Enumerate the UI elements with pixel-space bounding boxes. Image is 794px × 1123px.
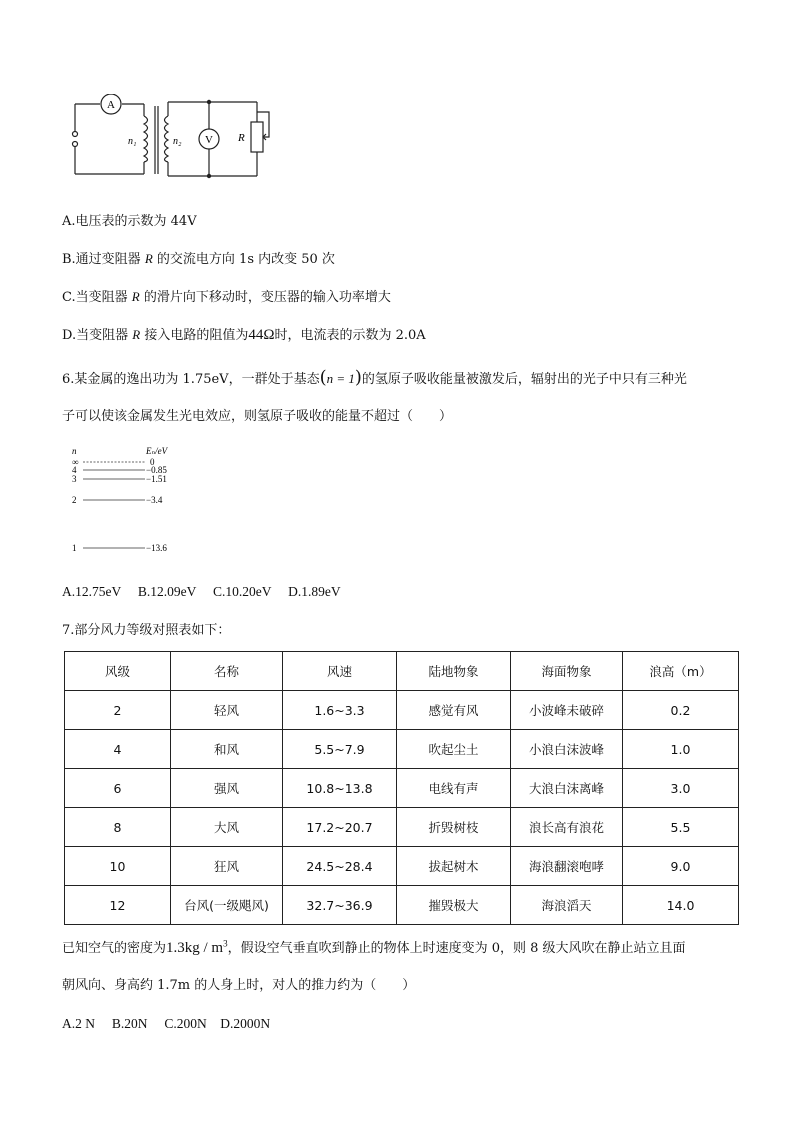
question-6-text-post: 的氢原子吸收能量被激发后，辐射出的光子中只有三种光 — [361, 372, 687, 387]
table-cell: 17.2~20.7 — [283, 808, 397, 847]
table-cell: 12 — [65, 886, 171, 925]
question-7-intro — [62, 619, 230, 638]
table-cell: 大风 — [171, 808, 283, 847]
table-row — [65, 847, 739, 886]
option-b-variable: R — [144, 251, 153, 266]
energy-level-diagram — [68, 440, 188, 560]
table-cell: 小波峰未破碎 — [511, 691, 623, 730]
table-cell: 小浪白沫波峰 — [511, 730, 623, 769]
question-7-intro-text: 7.部分风力等级对照表如下： — [62, 623, 231, 638]
table-row — [65, 691, 739, 730]
option-c-text-post: 的滑片向下移动时，变压器的输入功率增大 — [139, 290, 391, 305]
table-cell: 5.5 — [623, 808, 739, 847]
level-n-2: 2 — [72, 495, 77, 505]
option-d-variable: R — [132, 327, 141, 342]
table-row — [65, 769, 739, 808]
table-cell: 1.0 — [623, 730, 739, 769]
option-b-text-pre: B.通过变阻器 — [62, 252, 145, 267]
question-6-text-pre: 6.某金属的逸出功为 1.75eV，一群处于基态 — [62, 372, 320, 387]
table-cell: 2 — [65, 691, 171, 730]
table-row — [65, 808, 739, 847]
option-b-text-post: 的交流电方向 1s 内改变 50 次 — [152, 252, 335, 267]
table-header-cell: 陆地物象 — [397, 652, 511, 691]
air-density-value: 1.3kg / m — [166, 940, 224, 956]
level-n-inf: ∞ — [72, 457, 79, 467]
table-header-cell: 浪高（m） — [623, 652, 739, 691]
question-6-ground-state: n = 1 — [326, 371, 355, 386]
table-cell: 6 — [65, 769, 171, 808]
table-cell: 0.2 — [623, 691, 739, 730]
table-cell: 大浪白沫离峰 — [511, 769, 623, 808]
table-cell: 海浪滔天 — [511, 886, 623, 925]
option-c-line — [62, 286, 391, 305]
table-cell: 32.7~36.9 — [283, 886, 397, 925]
level-n-4: 4 — [72, 465, 77, 475]
secondary-turns-label: n₂ — [173, 136, 182, 147]
table-header-cell: 海面物象 — [511, 652, 623, 691]
level-e-3: −1.51 — [146, 474, 167, 484]
table-cell: 和风 — [171, 730, 283, 769]
ammeter-label: A — [107, 99, 115, 111]
table-cell: 14.0 — [623, 886, 739, 925]
table-cell: 1.6~3.3 — [283, 691, 397, 730]
question-6-text-line-2: 子可以使该金属发生光电效应，则氢原子吸收的能量不超过（ ） — [62, 409, 453, 424]
table-cell: 轻风 — [171, 691, 283, 730]
table-header-row — [65, 652, 739, 691]
wind-scale-table — [64, 651, 739, 925]
table-cell: 8 — [65, 808, 171, 847]
table-cell: 24.5~28.4 — [283, 847, 397, 886]
energy-header-e: Eₙ/eV — [146, 446, 168, 456]
level-e-2: −3.4 — [146, 495, 163, 505]
table-cell: 3.0 — [623, 769, 739, 808]
table-row — [65, 730, 739, 769]
table-cell: 4 — [65, 730, 171, 769]
table-cell: 摧毁极大 — [397, 886, 511, 925]
level-n-3: 3 — [72, 474, 77, 484]
energy-header-n: n — [72, 446, 77, 456]
table-cell: 拔起树木 — [397, 847, 511, 886]
option-d-line — [62, 324, 426, 344]
table-cell: 折毁树枝 — [397, 808, 511, 847]
option-c-variable: R — [131, 289, 140, 304]
option-a-line — [62, 210, 197, 229]
voltmeter-label: V — [205, 134, 213, 146]
table-cell: 5.5~7.9 — [283, 730, 397, 769]
table-cell: 强风 — [171, 769, 283, 808]
level-n-1: 1 — [72, 543, 77, 553]
table-cell: 感觉有风 — [397, 691, 511, 730]
primary-turns-label: n₁ — [128, 136, 137, 147]
resistor-label: R — [238, 132, 245, 144]
option-b-line — [62, 248, 335, 267]
option-c-text-pre: C.当变阻器 — [62, 290, 132, 305]
question-6-line-2 — [62, 405, 452, 424]
option-a-text: A.电压表的示数为 44V — [62, 214, 197, 229]
table-row — [65, 886, 739, 925]
table-cell: 浪长高有浪花 — [511, 808, 623, 847]
table-header-cell: 名称 — [171, 652, 283, 691]
option-d-resistance: 44Ω — [248, 327, 275, 343]
option-d-text-mid: 接入电路的阻值为 — [140, 328, 249, 343]
question-7-body-line-1 — [62, 937, 686, 957]
table-cell: 狂风 — [171, 847, 283, 886]
table-cell: 10.8~13.8 — [283, 769, 397, 808]
question-7-text-line-2: 朝风向、身高约 1.7m 的人身上时，对人的推力约为（ ） — [62, 978, 416, 993]
question-6-options-text: A.12.75eV B.12.09eV C.10.20eV D.1.89eV — [62, 584, 341, 599]
table-cell: 海浪翻滚咆哮 — [511, 847, 623, 886]
question-6-line-1: 6.某金属的逸出功为 1.75eV，一群处于基态(n = 1)的氢原子吸收能量被激发后，辐射出的光子中只有三种光 — [62, 367, 687, 388]
table-cell: 电线有声 — [397, 769, 511, 808]
table-cell: 台风(一级飓风) — [171, 886, 283, 925]
transformer-circuit-figure — [62, 94, 282, 184]
question-7-text-pre: 已知空气的密度为 — [62, 941, 167, 956]
question-7-text-post: ，假设空气垂直吹到静止的物体上时速度变为 0，则 8 级大风吹在静止站立且面 — [227, 941, 686, 956]
table-header-cell: 风速 — [283, 652, 397, 691]
question-7-options — [62, 1012, 270, 1032]
level-e-1: −13.6 — [146, 543, 167, 553]
table-header-cell: 风级 — [65, 652, 171, 691]
air-density-exponent: 3 — [223, 938, 228, 949]
level-e-inf: 0 — [150, 457, 155, 467]
table-cell: 吹起尘土 — [397, 730, 511, 769]
option-d-text-pre: D.当变阻器 — [62, 328, 133, 343]
table-cell: 9.0 — [623, 847, 739, 886]
question-7-options-text: A.2 N B.20N C.200N D.2000N — [62, 1016, 271, 1031]
level-e-4: −0.85 — [146, 465, 167, 475]
table-cell: 10 — [65, 847, 171, 886]
option-d-text-post: 时，电流表的示数为 2.0A — [274, 328, 426, 343]
question-7-body-line-2 — [62, 974, 415, 993]
question-6-options — [62, 580, 341, 600]
